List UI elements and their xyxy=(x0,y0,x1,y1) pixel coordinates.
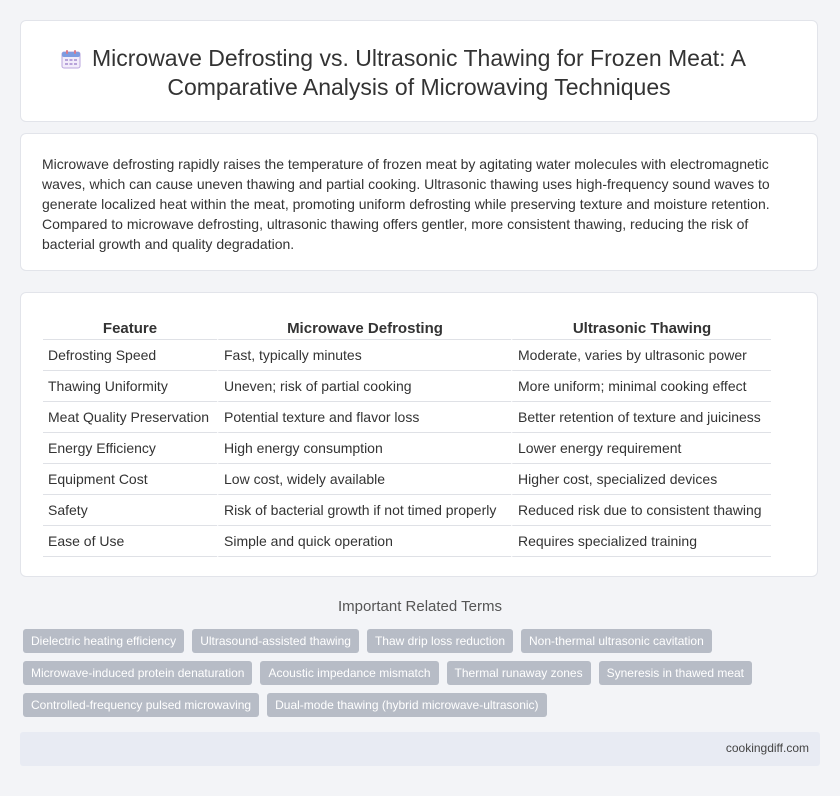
term-tag[interactable]: Syneresis in thawed meat xyxy=(599,661,752,685)
table-row xyxy=(43,464,771,495)
term-tag[interactable]: Non-thermal ultrasonic cavitation xyxy=(521,629,712,653)
term-tag[interactable]: Acoustic impedance mismatch xyxy=(260,661,438,685)
term-tag[interactable]: Ultrasound-assisted thawing xyxy=(192,629,359,653)
feature-cell: Energy Efficiency xyxy=(43,433,217,464)
table-header-row xyxy=(43,315,771,340)
table-row xyxy=(43,340,771,371)
microwave-cell: Low cost, widely available xyxy=(217,464,511,495)
table-row xyxy=(43,495,771,526)
table-row xyxy=(43,433,771,464)
microwave-cell: Fast, typically minutes xyxy=(217,340,511,371)
ultrasonic-cell: More uniform; minimal cooking effect xyxy=(511,371,771,402)
intro-paragraph: Microwave defrosting rapidly raises the temperature of frozen meat by agitating water molecules with electromagnetic waves, which can cause uneven thawing and partial cooking. Ultrasonic thawing uses high-frequency sound waves to generate localized heat within the meat, promoting uniform defrosting while preserving texture and moisture retention. Compared to microwave defrosting, ultrasonic thawing offers gentler, more consistent thawing, reducing the risk of bacterial growth and quality degradation. xyxy=(42,156,770,252)
header-microwave: Microwave Defrosting xyxy=(217,315,511,340)
comparison-table xyxy=(43,315,771,557)
table-row xyxy=(43,402,771,433)
table-row xyxy=(43,526,771,557)
ultrasonic-cell: Lower energy requirement xyxy=(511,433,771,464)
microwave-cell: Simple and quick operation xyxy=(217,526,511,557)
feature-cell: Thawing Uniformity xyxy=(43,371,217,402)
comparison-table-card xyxy=(20,292,818,577)
ultrasonic-cell: Moderate, varies by ultrasonic power xyxy=(511,340,771,371)
term-tag[interactable]: Microwave-induced protein denaturation xyxy=(23,661,252,685)
footer xyxy=(20,732,820,766)
page-title-line-2: Comparative Analysis of Microwaving Techniques xyxy=(167,74,671,100)
footer-site-link[interactable]: cookingdiff.com xyxy=(725,741,809,755)
term-tag[interactable]: Dual-mode thawing (hybrid microwave-ultrasonic) xyxy=(267,693,546,717)
term-tag[interactable]: Controlled-frequency pulsed microwaving xyxy=(23,693,259,717)
table-row xyxy=(43,371,771,402)
microwave-cell: Potential texture and flavor loss xyxy=(217,402,511,433)
title-card xyxy=(20,20,818,122)
ultrasonic-cell: Reduced risk due to consistent thawing xyxy=(511,495,771,526)
microwave-cell: High energy consumption xyxy=(217,433,511,464)
related-terms-title: Important Related Terms xyxy=(338,598,502,615)
microwave-cell: Risk of bacterial growth if not timed properly xyxy=(217,495,511,526)
ultrasonic-cell: Better retention of texture and juiciness xyxy=(511,402,771,433)
ultrasonic-cell: Requires specialized training xyxy=(511,526,771,557)
page-title xyxy=(21,44,817,102)
feature-cell: Equipment Cost xyxy=(43,464,217,495)
term-tag[interactable]: Thermal runaway zones xyxy=(447,661,591,685)
ultrasonic-cell: Higher cost, specialized devices xyxy=(511,464,771,495)
term-tag[interactable]: Thaw drip loss reduction xyxy=(367,629,513,653)
feature-cell: Defrosting Speed xyxy=(43,340,217,371)
header-ultrasonic: Ultrasonic Thawing xyxy=(511,315,771,340)
related-terms-list xyxy=(23,629,823,717)
header-feature: Feature xyxy=(43,315,217,340)
feature-cell: Ease of Use xyxy=(43,526,217,557)
intro-card xyxy=(20,133,818,271)
feature-cell: Meat Quality Preservation xyxy=(43,402,217,433)
term-tag[interactable]: Dielectric heating efficiency xyxy=(23,629,184,653)
page-title-line-1: Microwave Defrosting vs. Ultrasonic Thawing for Frozen Meat: A xyxy=(91,45,747,71)
feature-cell: Safety xyxy=(43,495,217,526)
microwave-cell: Uneven; risk of partial cooking xyxy=(217,371,511,402)
